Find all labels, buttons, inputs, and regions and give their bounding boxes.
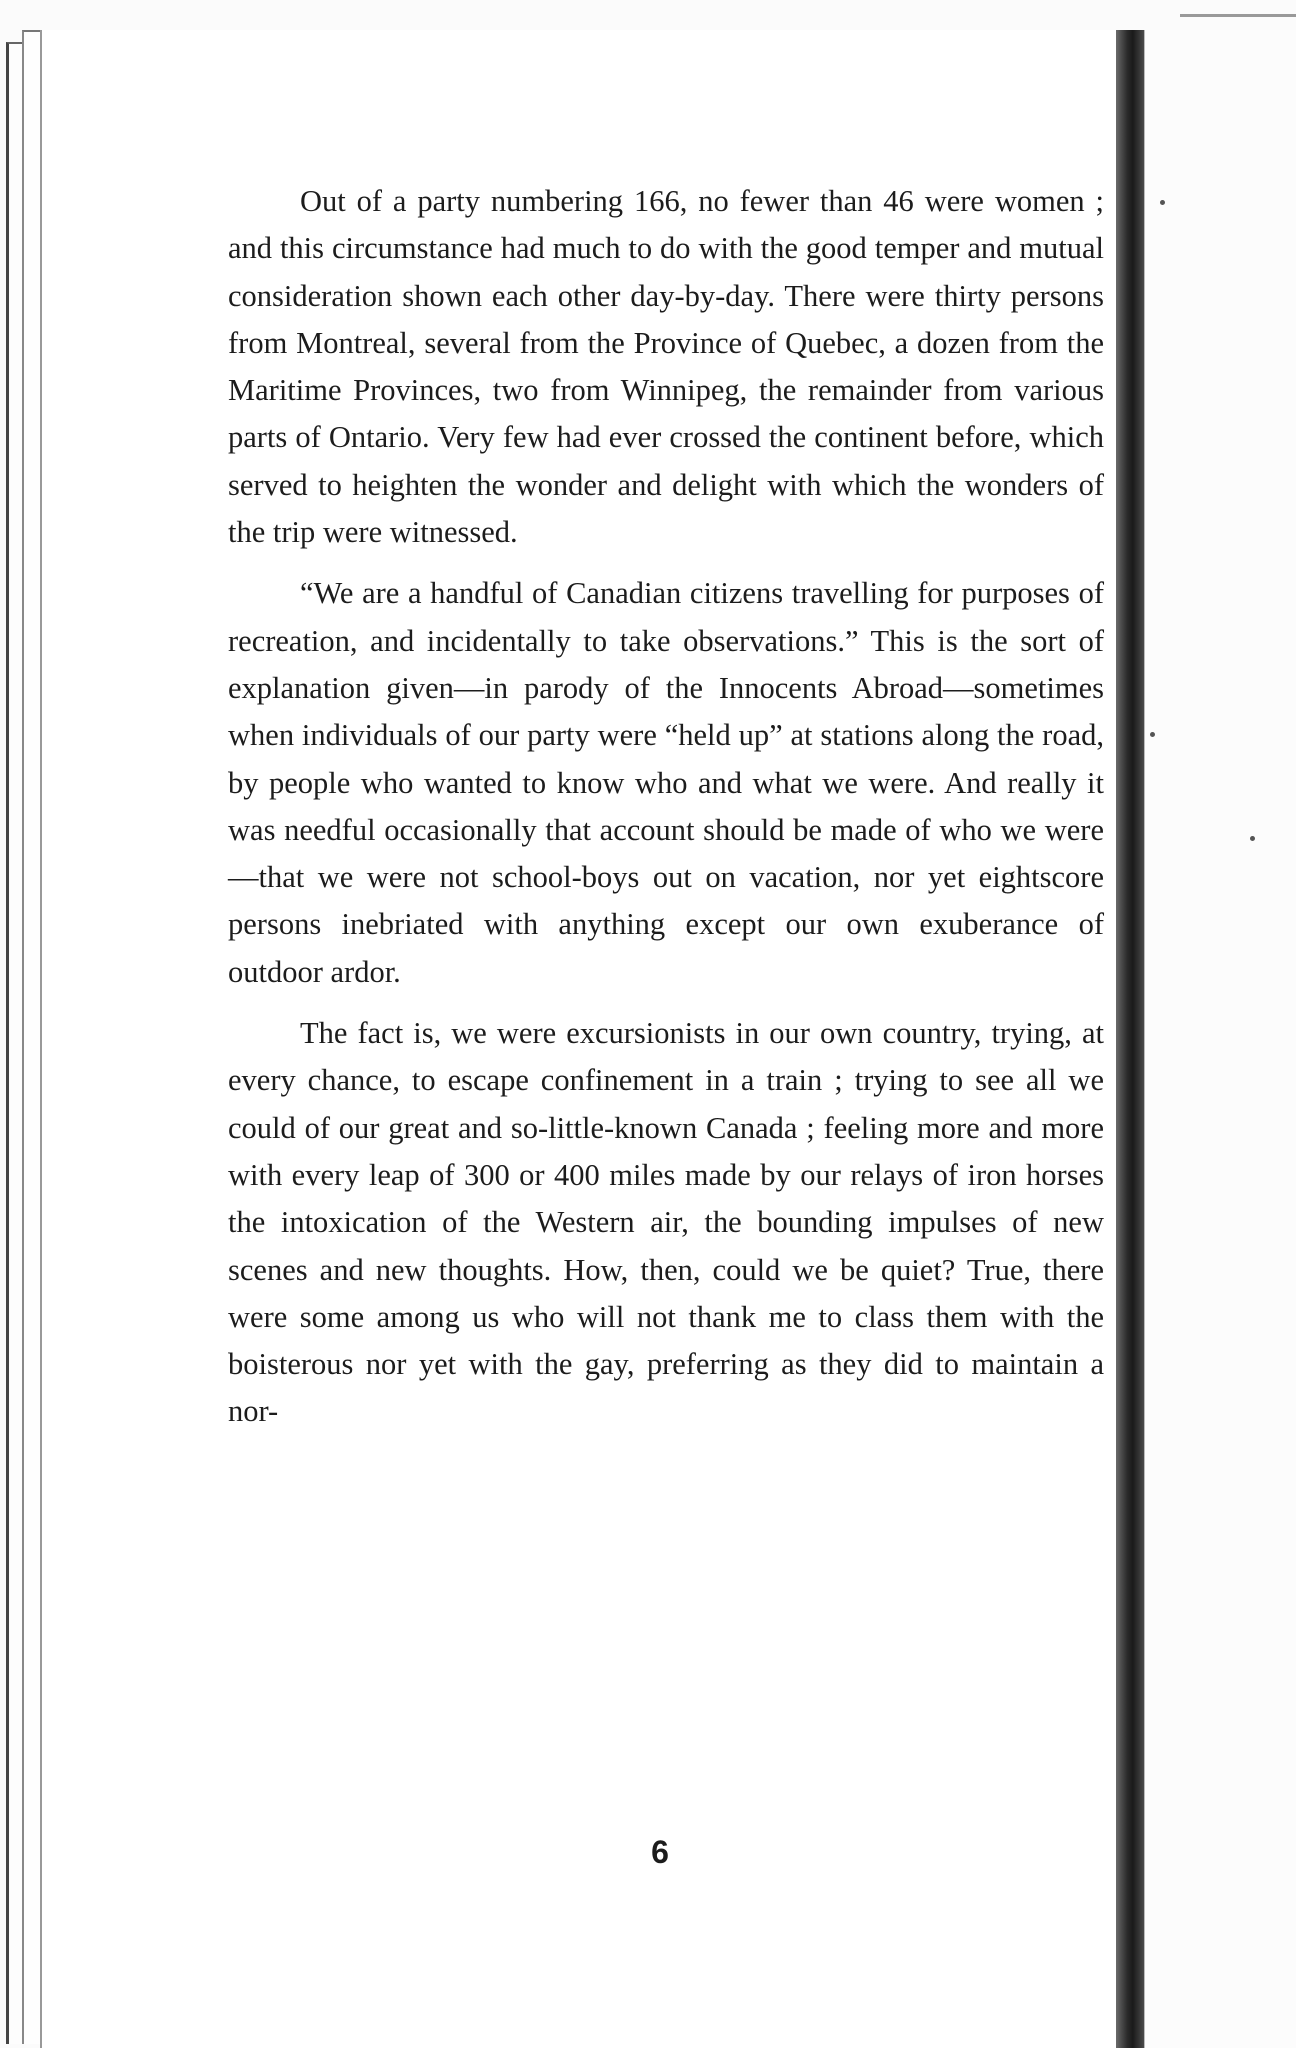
paragraph: The fact is, we were excursionists in our own country, trying, at every chance, to escape confinement in a train ; trying to see all we could of our great and so-little-known Canada ; feeling more and more with every leap of 300 or 400 miles made by our relays of iron horses the intoxication of the Western air, the bounding impulses of new scenes and new thoughts. How, then, could we be quiet? True, there were some among us who will not thank me to class them with the boisterous nor yet with the gay, preferring as they did to maintain a nor- [228,1016,1104,1429]
ink-speck [1250,836,1255,841]
ink-speck [1150,732,1155,737]
paragraph: “We are a handful of Canadian citizens travelling for purposes of recreation, and incidentally to take observations.” This is the sort of explanation given—in parody of the Innocents Abroad—sometimes when individuals of our party were “held up” at stations along the road, by people who wanted to know who and what we were. And really it was needful occasionally that account should be made of who we were—that we were not school-boys out on vacation, nor yet eightscore persons inebriated with anything except our own exuberance of outdoor ardor. [228,576,1104,989]
facing-page-edge [1144,30,1296,2048]
body-text [228,178,1104,1450]
book-edge-strip [1180,14,1296,29]
page-number: 6 [651,1834,669,1870]
book-spine [1116,30,1144,2048]
paragraph: Out of a party numbering 166, no fewer than 46 were women ; and this circumstance had much to do with the good temper and mutual consideration shown each other day-by-day. There were thirty persons from Montreal, several from the Province of Quebec, a dozen from the Maritime Provinces, two from Winnipeg, the remainder from various parts of Ontario. Very few had ever crossed the continent before, which served to heighten the wonder and delight with which the wonders of the trip were witnessed. [228,184,1104,550]
ink-speck [1160,200,1165,205]
